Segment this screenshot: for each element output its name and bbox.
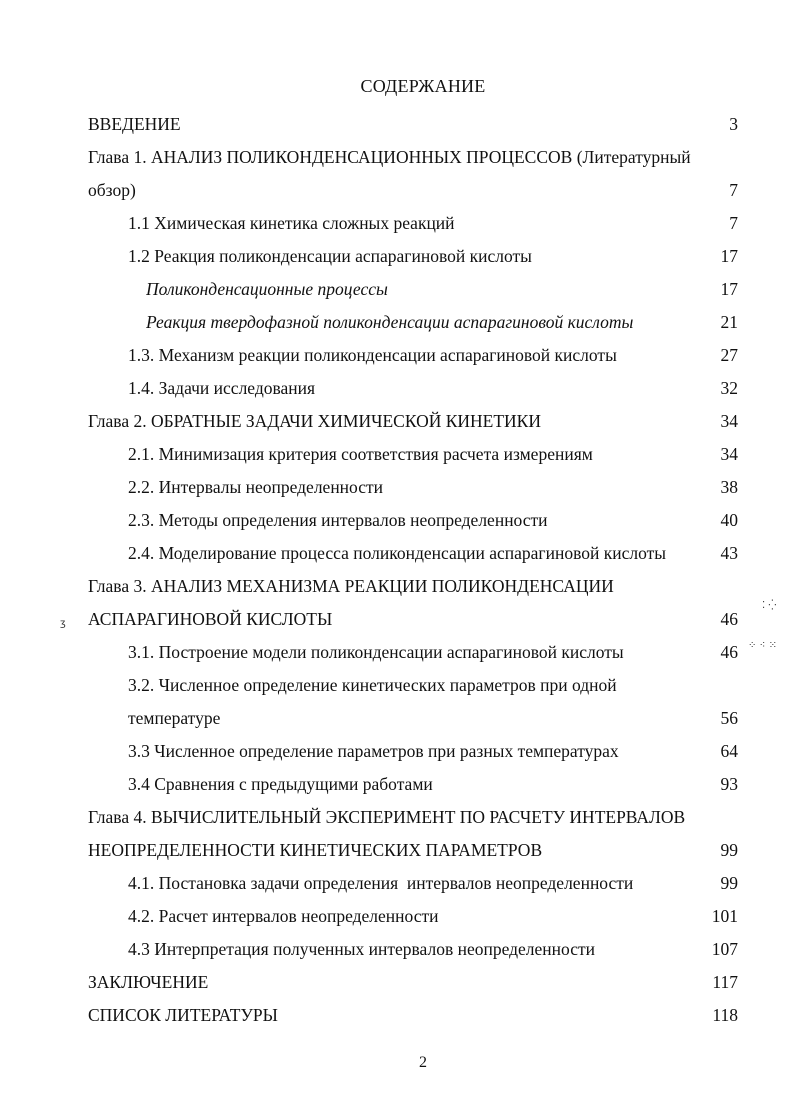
toc-entry-chapter-4[interactable] [88,834,738,867]
toc-entry-label: 4.3 Интерпретация полученных интервалов неопределенности [128,939,596,959]
toc-entry-label: 2.1. Минимизация критерия соответствия расчета измерениям [128,444,593,464]
toc-entry-page: 34 [720,411,738,431]
toc-entry-section-3-2-line1[interactable]: 3.2. Численное определение кинетических параметров при одной [128,675,617,695]
toc-entry-page: 32 [720,378,738,398]
toc-entry-page: 117 [712,972,738,992]
toc-entry-label: НЕОПРЕДЕЛЕННОСТИ КИНЕТИЧЕСКИХ ПАРАМЕТРОВ [88,840,543,860]
toc-entry-label: 3.1. Построение модели поликонденсации аспарагиновой кислоты [128,642,624,662]
toc-entry-page: 21 [720,312,738,332]
toc-entry-label: 2.4. Моделирование процесса поликонденсации аспарагиновой кислоты [128,543,666,563]
toc-entry-label: температуре [128,708,221,728]
toc-entry-conclusion[interactable] [88,966,738,999]
toc-entry-label: АСПАРАГИНОВОЙ КИСЛОТЫ [88,609,333,629]
toc-entry-chapter-4-line1[interactable]: Глава 4. ВЫЧИСЛИТЕЛЬНЫЙ ЭКСПЕРИМЕНТ ПО РАСЧЕТУ ИНТЕРВАЛОВ [88,807,686,827]
toc-entry-introduction[interactable] [88,108,738,141]
toc-entry-label: ЗАКЛЮЧЕНИЕ [88,972,209,992]
toc-entry-label: 1.1 Химическая кинетика сложных реакций [128,213,455,233]
toc-entry-section-3-2[interactable] [128,702,738,735]
toc-entry-chapter-3-line1[interactable]: Глава 3. АНАЛИЗ МЕХАНИЗМА РЕАКЦИИ ПОЛИКОНДЕНСАЦИИ [88,576,614,596]
toc-entry-chapter-1[interactable] [88,174,738,207]
toc-entry-page: 64 [720,741,738,761]
toc-entry-page: 27 [720,345,738,365]
toc-entry-section-1-4[interactable] [128,372,738,405]
toc-entry-page: 34 [720,444,738,464]
toc-entry-chapter-1-line1[interactable]: Глава 1. АНАЛИЗ ПОЛИКОНДЕНСАЦИОННЫХ ПРОЦЕССОВ (Литературный [88,147,691,167]
toc-entry-page: 118 [712,1005,738,1025]
toc-entry-section-2-1[interactable] [128,438,738,471]
toc-entry-label: обзор) [88,180,136,200]
toc-entry-chapter-3[interactable] [88,603,738,636]
page-number: 2 [419,1054,427,1071]
toc-entry-section-4-3[interactable] [128,933,738,966]
toc-entry-label: 2.3. Методы определения интервалов неопределенности [128,510,548,530]
toc-entry-page: 3 [729,114,738,134]
toc-entry-label: СПИСОК ЛИТЕРАТУРЫ [88,1005,278,1025]
toc-entry-label: Реакция твердофазной поликонденсации аспарагиновой кислоты [146,312,634,332]
toc-entry-label: Поликонденсационные процессы [146,279,388,299]
toc-entry-page: 40 [720,510,738,530]
toc-entry-section-3-1[interactable] [128,636,738,669]
toc-entry-section-2-2[interactable] [128,471,738,504]
toc-entry-section-1-2[interactable] [128,240,738,273]
toc-entry-section-1-3[interactable] [128,339,738,372]
toc-entry-label: Глава 2. ОБРАТНЫЕ ЗАДАЧИ ХИМИЧЕСКОЙ КИНЕТИКИ [88,411,541,431]
toc-entry-page: 46 [720,642,738,662]
toc-entry-page: 38 [720,477,738,497]
toc-entry-label: ВВЕДЕНИЕ [88,114,181,134]
toc-entry-section-4-2[interactable] [128,900,738,933]
toc-entry-label: 3.4 Сравнения с предыдущими работами [128,774,433,794]
toc-entry-page: 43 [720,543,738,563]
toc-entry-subsection-solid-phase[interactable] [146,306,738,339]
toc-entry-references[interactable] [88,999,738,1032]
toc-entry-page: 93 [720,774,738,794]
toc-entry-label: 1.2 Реакция поликонденсации аспарагиновой кислоты [128,246,532,266]
scan-noise-mark: ʒ [60,618,66,629]
toc-entry-section-1-1[interactable] [128,207,738,240]
toc-entry-label: 3.3 Численное определение параметров при разных температурах [128,741,619,761]
toc-entry-label: 2.2. Интервалы неопределенности [128,477,384,497]
toc-entry-label: 1.4. Задачи исследования [128,378,316,398]
toc-entry-page: 7 [729,180,738,200]
toc-entry-page: 7 [729,213,738,233]
toc-entry-page: 56 [720,708,738,728]
toc-entry-page: 17 [720,246,738,266]
toc-entry-label: 1.3. Механизм реакции поликонденсации аспарагиновой кислоты [128,345,617,365]
toc-entry-page: 99 [720,873,738,893]
toc-entry-label: 4.1. Постановка задачи определения интервалов неопределенности [128,873,634,893]
toc-entry-page: 17 [720,279,738,299]
toc-entry-page: 46 [720,609,738,629]
toc-entry-label: 4.2. Расчет интервалов неопределенности [128,906,439,926]
toc-entry-section-2-3[interactable] [128,504,738,537]
toc-entry-section-3-4[interactable] [128,768,738,801]
toc-entry-section-3-3[interactable] [128,735,738,768]
toc-entry-page: 107 [711,939,738,959]
scan-noise-mark: ⁚ ⁛ [762,600,777,611]
table-of-contents [88,108,738,1032]
toc-entry-subsection-polycondensation[interactable] [146,273,738,306]
toc-entry-page: 99 [720,840,738,860]
toc-entry-page: 101 [711,906,738,926]
toc-entry-chapter-2[interactable] [88,405,738,438]
scan-noise-mark: ⁘ ⁖ ⁙ [748,640,777,651]
toc-title: СОДЕРЖАНИЕ [360,76,486,96]
toc-entry-section-2-4[interactable] [128,537,738,570]
toc-entry-section-4-1[interactable] [128,867,738,900]
